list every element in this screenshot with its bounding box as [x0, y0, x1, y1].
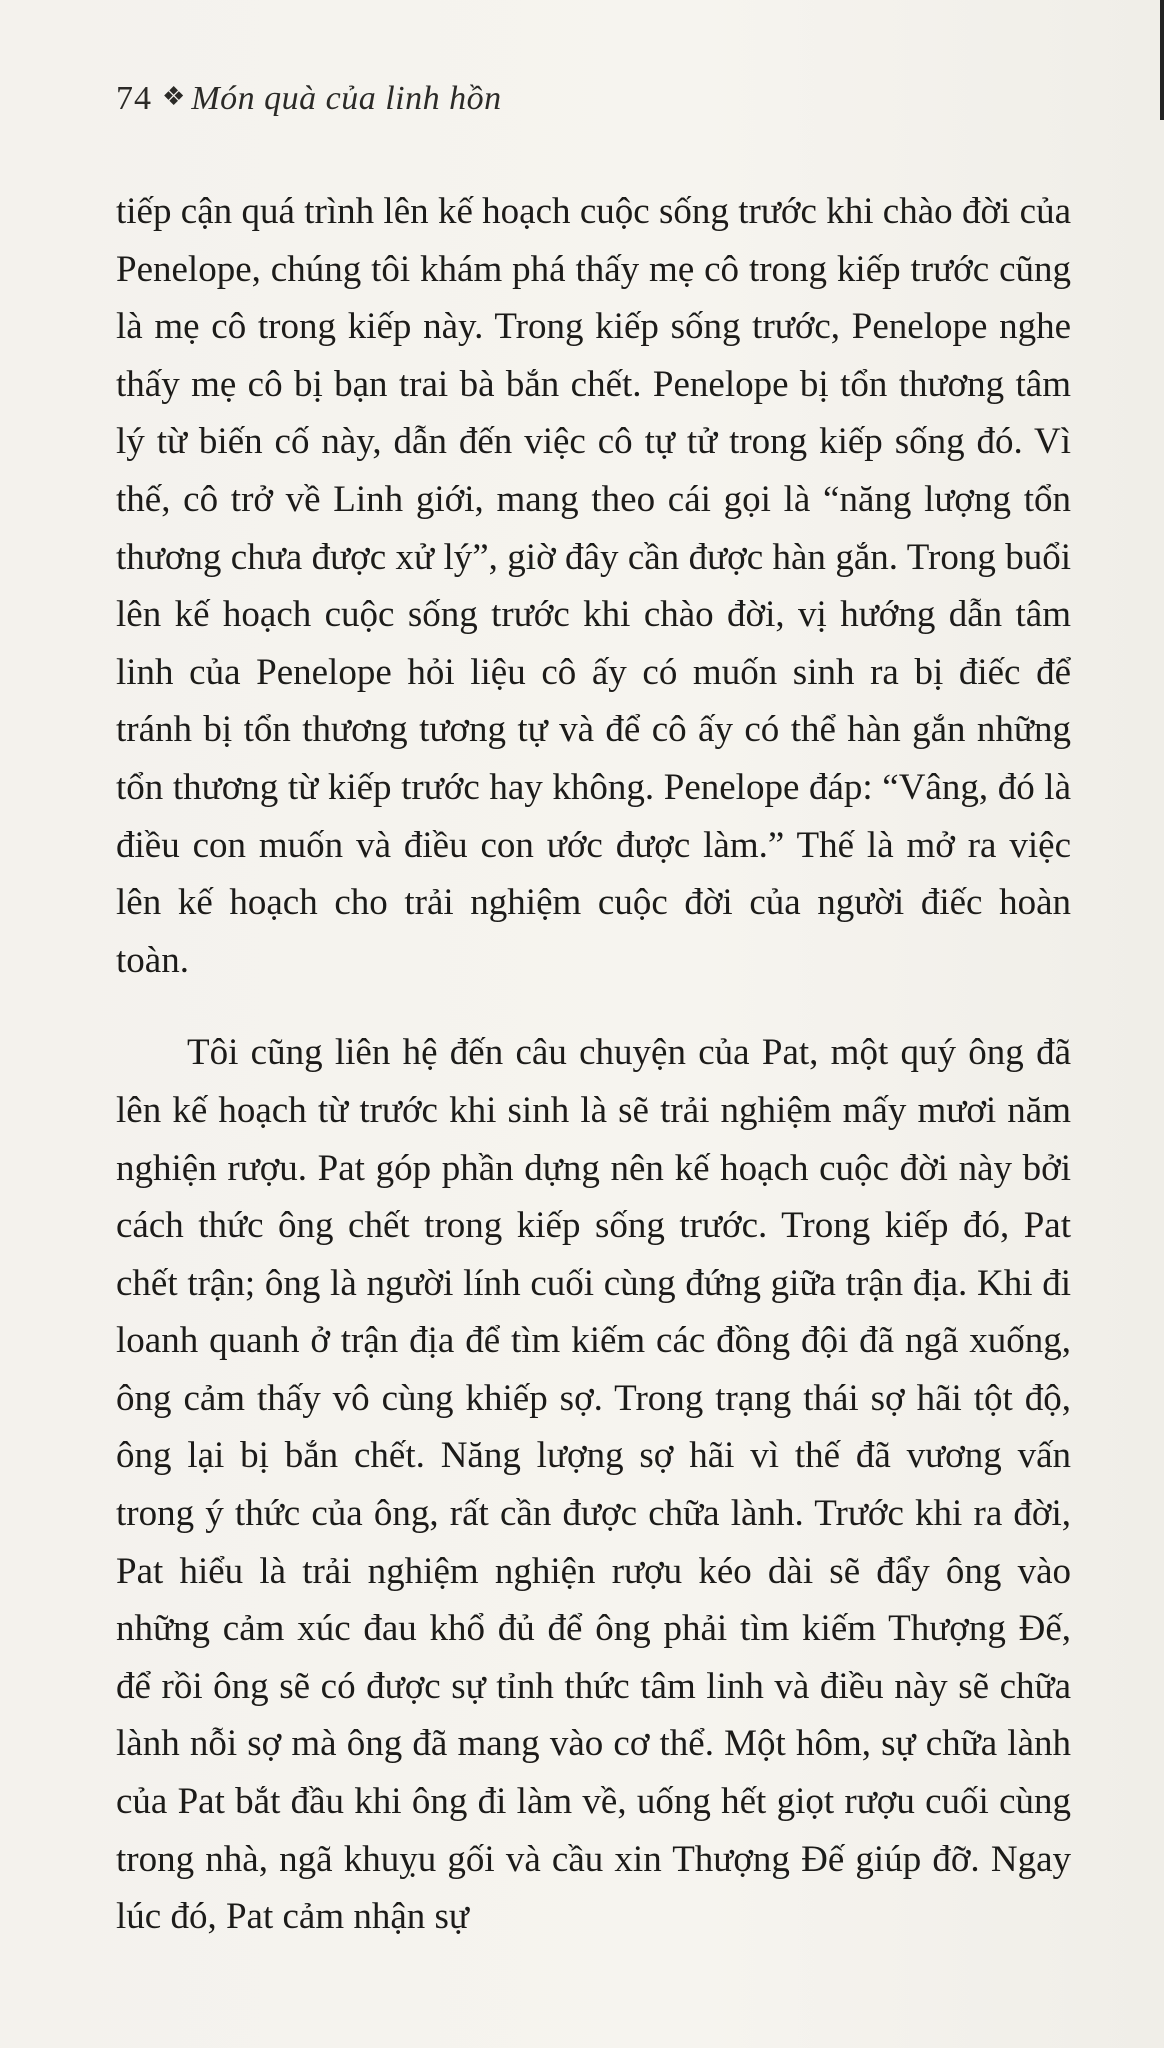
paragraph: tiếp cận quá trình lên kế hoạch cuộc sống trước khi chào đời của Penelope, chúng tôi khám phá thấy mẹ cô trong kiếp trước cũng là mẹ cô trong kiếp này. Trong kiếp sống trước, Penelope nghe thấy mẹ cô bị bạn trai bà bắn chết. Penelope bị tổn thương tâm lý từ biến cố này, dẫn đến việc cô tự tử trong kiếp sống đó. Vì thế, cô trở về Linh giới, mang theo cái gọi là “năng lượng tổn thương chưa được xử lý”, giờ đây cần được hàn gắn. Trong buổi lên kế hoạch cuộc sống trước khi chào đời, vị hướng dẫn tâm linh của Penelope hỏi liệu cô ấy có muốn sinh ra bị điếc để tránh bị tổn thương tương tự và để cô ấy có thể hàn gắn những tổn thương từ kiếp trước hay không. Penelope đáp: “Vâng, đó là điều con muốn và điều con ước được làm.” Thế là mở ra việc lên kế hoạch cho trải nghiệm cuộc đời của người điếc hoàn toàn.: [116, 191, 1071, 981]
running-header: [116, 74, 502, 124]
paragraph: Tôi cũng liên hệ đến câu chuyện của Pat, một quý ông đã lên kế hoạch từ trước khi sinh là sẽ trải nghiệm mấy mươi năm nghiện rượu. Pat góp phần dựng nên kế hoạch cuộc đời này bởi cách thức ông chết trong kiếp sống trước. Trong kiếp đó, Pat chết trận; ông là người lính cuối cùng đứng giữa trận địa. Khi đi loanh quanh ở trận địa để tìm kiếm các đồng đội đã ngã xuống, ông cảm thấy vô cùng khiếp sợ. Trong trạng thái sợ hãi tột độ, ông lại bị bắn chết. Năng lượng sợ hãi vì thế đã vương vấn trong ý thức của ông, rất cần được chữa lành. Trước khi ra đời, Pat hiểu là trải nghiệm nghiện rượu kéo dài sẽ đẩy ông vào những cảm xúc đau khổ đủ để ông phải tìm kiếm Thượng Đế, để rồi ông sẽ có được sự tỉnh thức tâm linh và điều này sẽ chữa lành nỗi sợ mà ông đã mang vào cơ thể. Một hôm, sự chữa lành của Pat bắt đầu khi ông đi làm về, uống hết giọt rượu cuối cùng trong nhà, ngã khuỵu gối và cầu xin Thượng Đế giúp đỡ. Ngay lúc đó, Pat cảm nhận sự: [116, 1032, 1071, 1938]
book-title: Món quà của linh hồn: [191, 80, 502, 117]
page-number: 74: [116, 80, 152, 117]
body-text: [116, 183, 1071, 1946]
ornament-icon: ❖: [162, 82, 186, 111]
page-edge-shadow: [1160, 0, 1164, 120]
